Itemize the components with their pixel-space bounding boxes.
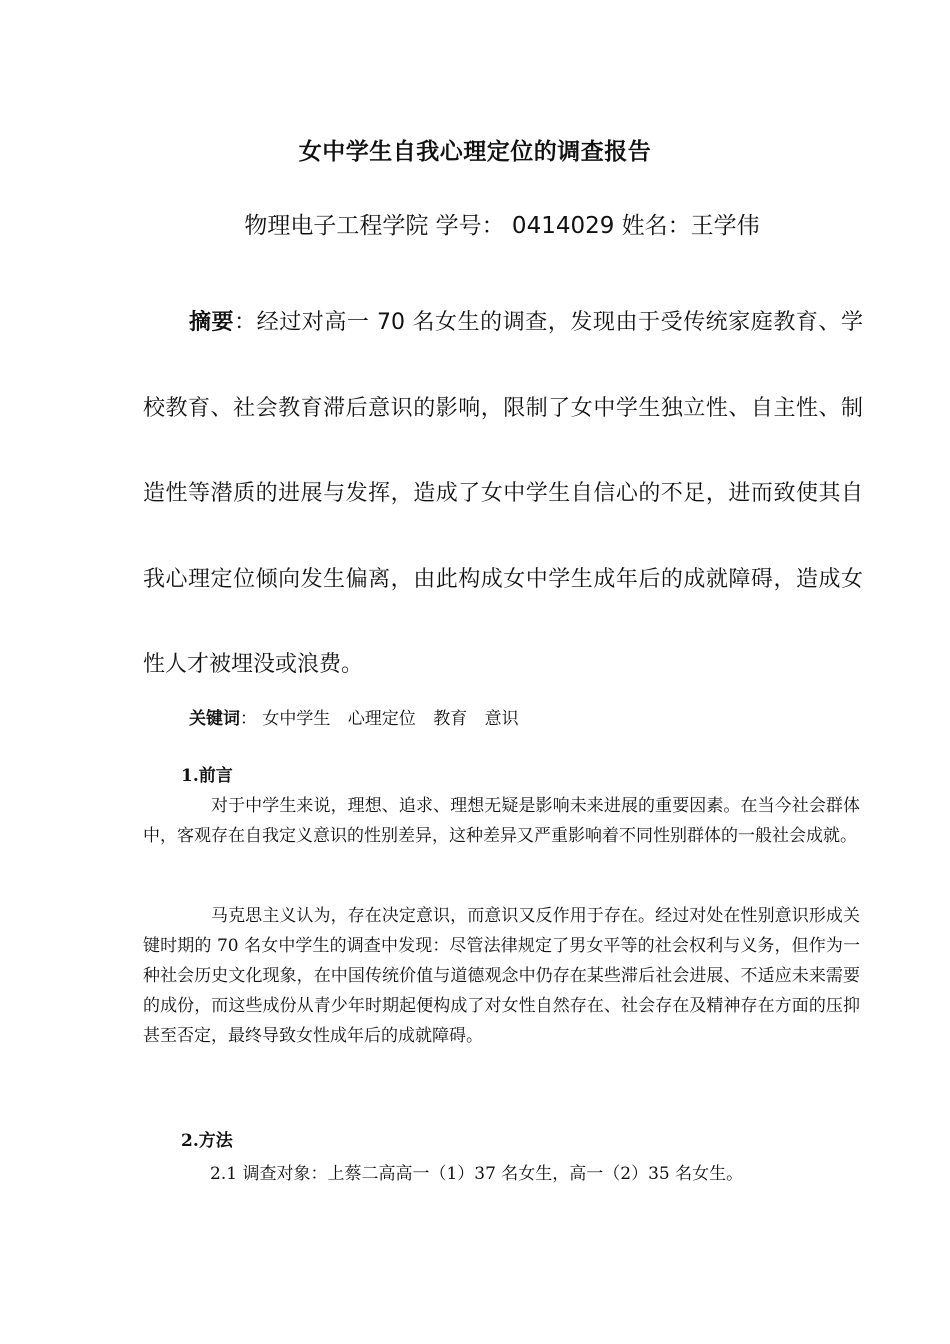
body-paragraph: 马克思主义认为，存在决定意识，而意识又反作用于存在。经过对处在性别意识形成关键时期的 70 名女中学生的调查中发现：尽管法律规定了男女平等的社会权利与义务，但作为一种社会历史文化现象，在中国传统价值与道德观念中仍存在某些滞后社会进展、不适应未来需要的成份，而这些成份从青少年时期起便构成了对女性自然存在、社会存在及精神存在方面的压抑甚至否定，最终导致女性成年后的成就障碍。 (143, 906, 860, 1046)
keyword-item: 女中学生 (262, 709, 331, 729)
keyword-item: 心理定位 (347, 709, 416, 729)
section-heading-preface: 1.前言 (181, 766, 233, 786)
keyword-item: 教育 (433, 709, 468, 729)
keywords-separator: ： (240, 709, 257, 729)
keywords-line (189, 704, 531, 729)
abstract-paragraph (143, 280, 863, 708)
method-item: 2.1 调查对象：上蔡二高高一（1）37 名女生，高一（2）35 名女生。 (210, 1164, 744, 1184)
author-line: 物理电子工程学院 学号： 0414029 姓名：王学伟 (244, 213, 760, 239)
abstract-label: 摘要 (189, 310, 235, 335)
keywords-label: 关键词 (189, 709, 240, 729)
abstract-text: ：经过对高一 70 名女生的调查，发现由于受传统家庭教育、学校教育、社会教育滞后意识的影响，限制了女中学生独立性、自主性、制造性等潜质的进展与发挥，造成了女中学生自信心的不足，进而致使其自我心理定位倾向发生偏离，由此构成女中学生成年后的成就障碍，造成女性人才被埋没或浪费。 (143, 310, 863, 677)
section-heading-methods: 2.方法 (181, 1131, 233, 1151)
document-title: 女中学生自我心理定位的调查报告 (298, 139, 652, 165)
body-paragraph: 对于中学生来说，理想、追求、理想无疑是影响未来进展的重要因素。在当今社会群体中，客观存在自我定义意识的性别差异，这种差异又严重影响着不同性别群体的一般社会成就。 (143, 796, 860, 846)
keyword-item: 意识 (484, 709, 519, 729)
